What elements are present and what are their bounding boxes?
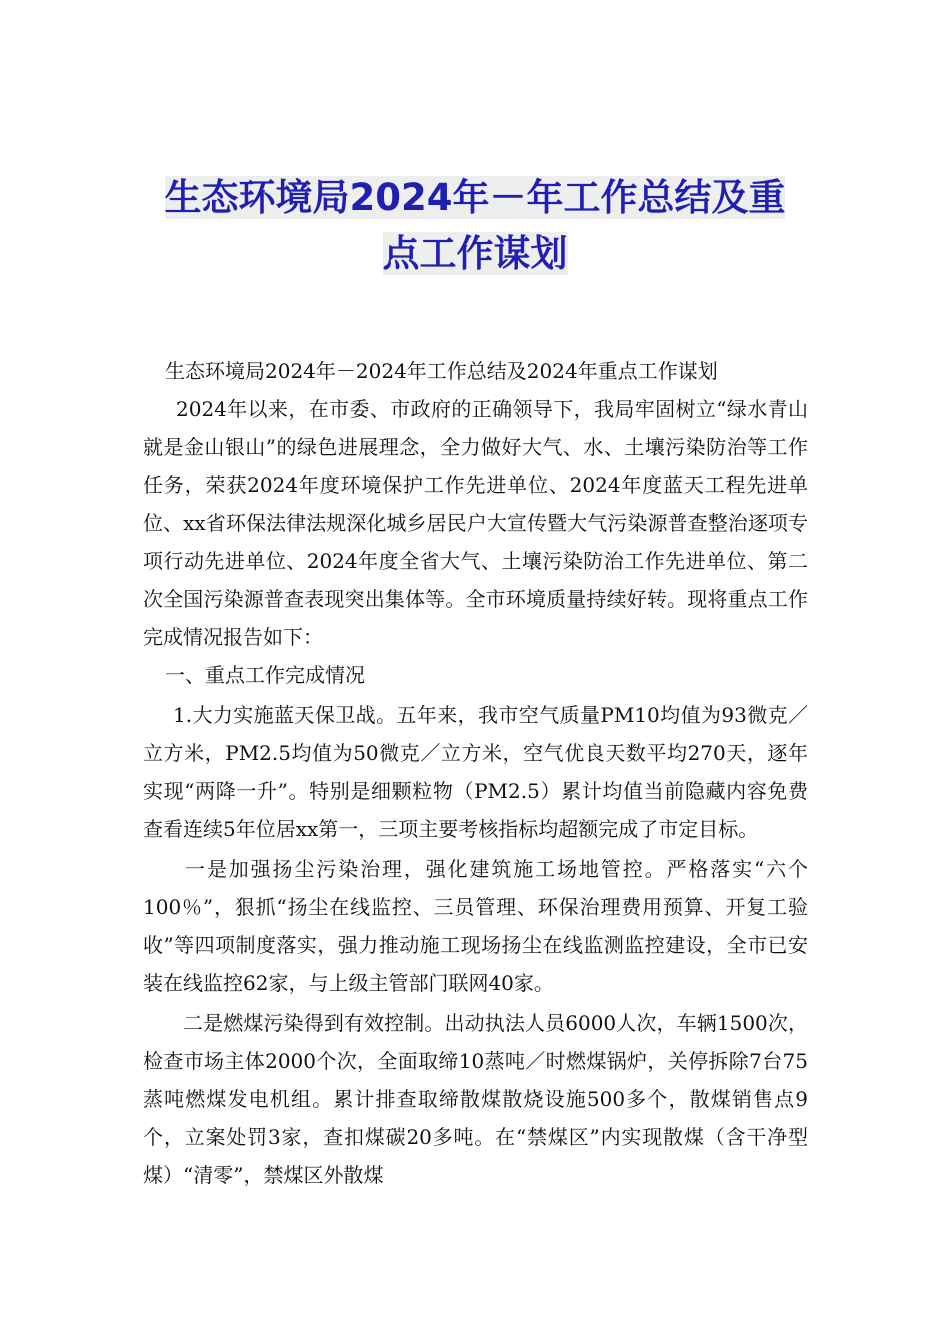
paragraph-subtitle: 生态环境局2024年－2024年工作总结及2024年重点工作谋划 — [165, 359, 718, 383]
paragraph-blue-sky: 1.大力实施蓝天保卫战。五年来，我市空气质量PM10均值为93微克／立方米，PM2.5均值为50微克／立方米，空气优良天数平均270天，逐年实现“两降一升”。特别是细颗粒物（PM2.5）累计均值当前隐藏内容免费查看连续5年位居xx第一，三项主要考核指标均超额完成了市定目标。 — [143, 703, 808, 841]
section-heading: 一、重点工作完成情况 — [165, 663, 365, 687]
paragraph-intro: 2024年以来，在市委、市政府的正确领导下，我局牢固树立“绿水青山就是金山银山”的绿色进展理念，全力做好大气、水、土壤污染防治等工作任务，荣获2024年度环境保护工作先进单位、2024年度蓝天工程先进单位、xx省环保法律法规深化城乡居民户大宣传暨大气污染源普查整治逐项专项行动先进单位、2024年度全省大气、土壤污染防治工作先进单位、第二次全国污染源普查表现突出集体等。全市环境质量持续好转。现将重点工作完成情况报告如下： — [143, 397, 808, 649]
paragraph-coal-control: 二是燃煤污染得到有效控制。出动执法人员6000人次，车辆1500次，检查市场主体2000个次，全面取缔10蒸吨／时燃煤锅炉，关停拆除7台75蒸吨燃煤发电机组。累计排查取缔散煤散烧设施500多个，散煤销售点9个，立案处罚3家，查扣煤碳20多吨。在“禁煤区”内实现散煤（含干净型煤）“清零”，禁煤区外散煤 — [143, 1011, 808, 1187]
title-line-2: 点工作谋划 — [382, 232, 568, 275]
document-body — [143, 352, 808, 1194]
paragraph-dust-control: 一是加强扬尘污染治理，强化建筑施工场地管控。严格落实“六个100％”，狠抓“扬尘在线监控、三员管理、环保治理费用预算、开复工验收”等四项制度落实，强力推动施工现场扬尘在线监测监控建设，全市已安装在线监控62家，与上级主管部门联网40家。 — [143, 857, 808, 995]
document-title — [100, 170, 850, 282]
title-line-1: 生态环境局2024年－年工作总结及重 — [164, 176, 786, 219]
